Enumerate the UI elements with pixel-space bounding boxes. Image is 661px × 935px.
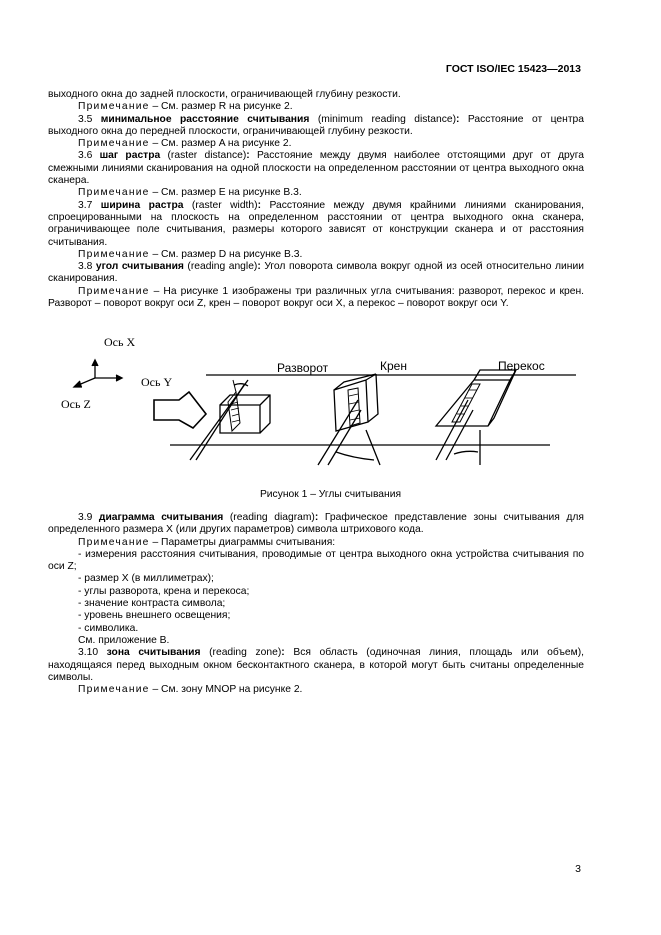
colon: : [314,512,325,523]
term-english: (raster distance) [160,150,247,162]
note-text: – См. размер A на рисунке 2. [149,138,292,150]
axis-z-label: Ось Z [61,397,91,411]
angle-arc-razvorot [234,384,248,386]
list-item: - углы разворота, крена и перекоса; [78,585,250,597]
term-english: (minimum reading distance) [309,113,457,125]
axis-z-arrowhead [74,381,82,387]
colon: : [257,199,270,211]
figure-reading-angles [48,330,608,480]
list-item: - символика. [78,622,139,634]
note-text: – См. размер E на рисунке B.3. [149,187,302,199]
scanner-beam-icon [154,392,206,428]
angle-arc-kren [336,452,374,460]
figure-caption: Рисунок 1 – Углы считывания [259,489,402,500]
text-block-upper [48,89,584,310]
term: шаг растра [99,150,161,162]
clause-number: 3.9 [78,512,99,523]
axis-x-arrowhead [92,360,98,366]
list-item: - размер X (в миллиметрах); [78,573,214,585]
axis-y-label: Ось Y [141,375,173,389]
definition-text: Вся область (одиночная линия, площадь или объем), находящаяся перед выходным окном бесконтактного сканера, в которой могут быть считаны определенные символы. [48,647,584,683]
note-label: Примечание [78,536,150,548]
definition-text: Расстояние между двумя наиболее отстоящими друг от друга смежными линиями сканирования на одной плоскости на определенном расстоянии от центра выходного окна сканера. [48,150,584,187]
axis-y-arrowhead [116,375,122,381]
term: зона считывания [106,647,201,659]
angle-arc-perekos [454,451,478,454]
beam-razvorot-2 [196,385,244,460]
definition-3-10 [48,647,584,684]
note-text: – См. размер D на рисунке B.3. [149,248,303,260]
definition-text: Расстояние между двумя крайними линиями сканирования, спроецированными на плоскость на определенном расстоянии от центра выходного окна сканера, ограничивающее поле считывания, размеры которого зависят от конструкции сканера и от расстояния считывания. [48,199,584,248]
label-kren: Крен [380,359,407,373]
axis-x-label: Ось X [104,335,136,349]
note-label: Примечание [78,684,150,696]
term-english: (reading angle) [183,261,258,273]
term: минимальное расстояние считывания [100,113,310,125]
note-3-10 [48,684,584,696]
definition-3-5 [48,114,584,139]
note-text: – См. размер R на рисунке 2. [149,101,293,113]
definition-text: Угол поворота символа вокруг одной из осей относительно линии сканирования. [48,261,584,285]
label-razvorot: Разворот [277,361,329,375]
definition-3-8 [48,261,584,286]
clause-number: 3.7 [78,199,101,211]
definition-3-6 [48,150,584,187]
definition-text: Расстояние от центра выходного окна до передней плоскости, ограничивающей глубину резкости. [48,113,584,137]
symbol-box-razvorot [220,395,270,433]
clause-number: 3.10 [78,647,107,659]
paragraph-continuation: выходного окна до задней плоскости, ограничивающей глубину резкости. [48,89,401,100]
term-english: (reading diagram) [223,512,315,523]
list-item: - уровень внешнего освещения; [78,610,231,622]
colon: : [257,261,265,273]
note-label: Примечание [78,187,150,199]
page-number: 3 [575,863,581,875]
label-perekos: Перекос [498,359,545,373]
symbol-plate-perekos [436,370,516,426]
definition-text: Графическое представление зоны считывания для определенного размера X (или других параметров) символа штрихового кода. [48,512,584,536]
definition-3-7 [48,200,584,249]
list-item: - значение контраста символа; [78,598,226,610]
colon: : [456,113,468,125]
note-text: – См. зону MNOP на рисунке 2. [149,684,303,696]
note-label: Примечание [78,248,150,260]
colon: : [246,150,257,162]
note-text: – Параметры диаграммы считывания: [149,536,336,548]
term-english: (reading zone) [200,647,282,659]
note-label: Примечание [78,138,150,150]
beam-kren-1 [318,400,358,465]
note-label: Примечание [78,101,150,113]
beam-kren-2 [328,410,361,465]
clause-number: 3.6 [78,150,100,162]
note-3-9 [48,537,584,549]
note-text: – На рисунке 1 изображены три различных угла считывания: разворот, перекос и крен. Разворот – поворот вокруг оси Z, крен – поворот вокруг оси X, а перекос – поворот вокруг оси Y. [48,285,584,310]
clause-number: 3.8 [78,261,96,273]
see-appendix: См. приложение B. [78,634,170,646]
term-english: (raster width) [183,199,258,211]
list-item: - измерения расстояния считывания, проводимые от центра выходного окна устройства считывания по оси Z; [48,548,584,573]
definition-3-9 [48,512,584,537]
text-block-lower [48,512,584,696]
note-3-4 [48,101,584,113]
beam-perekos-1 [436,400,468,460]
note-label: Примечание [78,285,150,297]
document-header: ГОСТ ISO/IEC 15423—2013 [445,63,581,75]
term: диаграмма считывания [98,512,224,523]
note-3-7 [48,249,584,261]
clause-number: 3.5 [78,113,101,125]
term: угол считывания [95,261,184,273]
note-3-8 [48,286,584,311]
note-3-6 [48,187,584,199]
colon: : [281,647,294,659]
term: ширина растра [100,199,184,211]
note-3-5 [48,138,584,150]
